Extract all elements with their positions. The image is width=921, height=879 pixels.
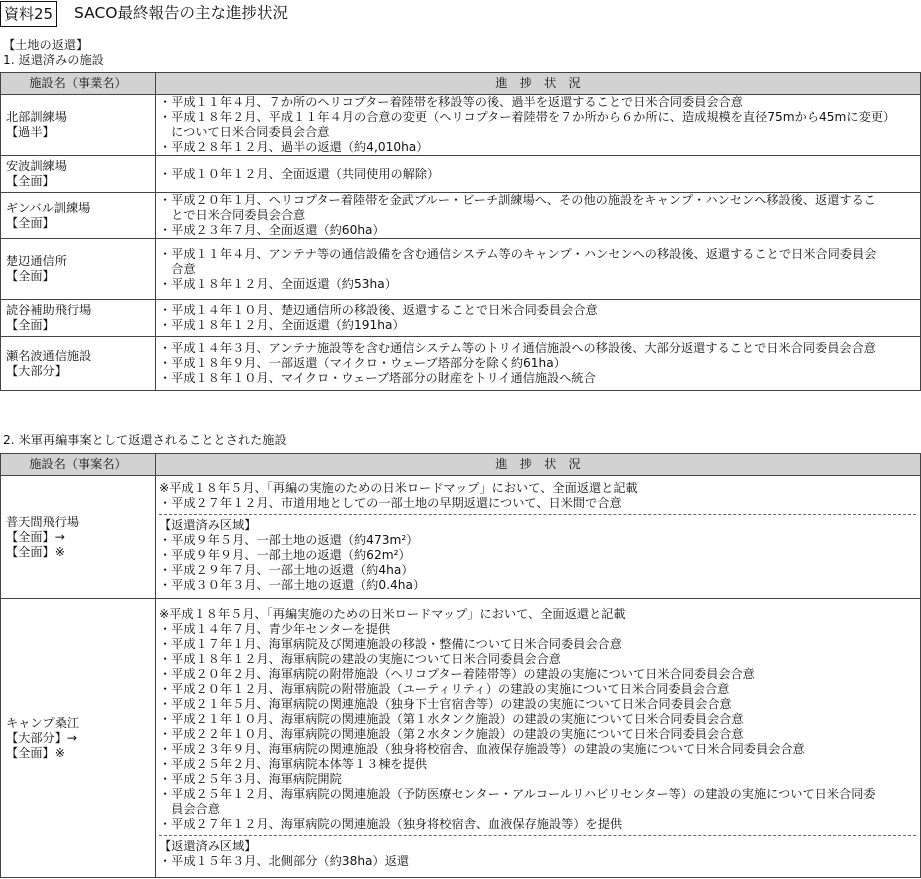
facility-name-cell: [1, 156, 156, 193]
progress-line: ・平成２５年１２月、海軍病院の関連施設（予防医療センター・アルコールリハビリセンター等）の建設の実施について日米合同委: [159, 787, 876, 801]
returned-area-line: ・平成９年９月、一部土地の返還（約62m²）: [159, 548, 411, 562]
progress-line: ・平成２１年５月、海軍病院の関連施設（独身下士官宿舎等）の建設の実施について日米合同委員会合意: [159, 697, 732, 711]
facility-name-cell: [1, 337, 156, 391]
progress-cell: [156, 95, 921, 156]
table-header-row: [1, 454, 921, 476]
progress-line: ・平成１８年１２月、全面返還（約53ha）: [159, 276, 397, 291]
document-badge: 資料25: [0, 1, 57, 27]
progress-line: ・平成２２年１０月、海軍病院の関連施設（第２水タンク施設）の建設の実施について日米合同委員会合意: [159, 727, 744, 741]
progress-line: 合意: [159, 261, 196, 276]
table-row: [1, 239, 921, 300]
column-header-name: 施設名（事業名）: [1, 73, 156, 95]
progress-line: 員会合意: [159, 802, 220, 816]
facility-name-line: 【全面】: [6, 269, 55, 283]
returned-area-line: ・平成９年５月、一部土地の返還（約473m²）: [159, 533, 419, 547]
progress-line: ・平成２７年１２月、市道用地としての一部土地の早期返還について、日米間で合意: [159, 496, 622, 510]
progress-line: ※平成１８年５月、「再編の実施のための日米ロードマップ」において、全面返還と記載: [159, 481, 638, 495]
facility-name-line: 【全面】: [6, 215, 55, 230]
progress-line: ・平成１０年１２月、全面返還（共同使用の解除）: [159, 166, 440, 181]
sub2-heading: 2. 米軍再編事案として返還されることとされた施設: [3, 433, 287, 447]
facility-name-line: ギンバル訓練場: [6, 200, 91, 215]
facility-name-line: キャンプ桑江: [6, 715, 80, 730]
facility-name-line: 【全面】※: [6, 544, 65, 559]
progress-cell: [156, 239, 921, 300]
table-header-row: [1, 73, 921, 95]
progress-line: ・平成１１年４月、７か所のヘリコプター着陸帯を移設等の後、過半を返還することで日米合同委員会合意: [159, 95, 743, 109]
facility-name-line: 【大部分】: [6, 363, 67, 378]
facility-name-cell: [1, 599, 156, 878]
facility-name-cell: [1, 239, 156, 300]
progress-line: ・平成１４年１０月、楚辺通信所の移設後、返還することで日米合同委員会合意: [159, 303, 598, 317]
page-title: SACO最終報告の主な進捗状況: [74, 4, 288, 22]
progress-line: ・平成２５年３月、海軍病院開院: [159, 772, 342, 786]
section-heading: 【土地の返還】: [3, 38, 89, 52]
table-row: [1, 156, 921, 193]
returned-areas-block: [159, 514, 916, 593]
facility-name-line: 【全面】※: [6, 745, 65, 760]
column-header-progress: 進 捗 状 況: [156, 73, 921, 95]
column-header-name: 施設名（事案名）: [1, 454, 156, 476]
facility-name-line: 読谷補助飛行場: [6, 303, 92, 317]
table-body: [1, 95, 921, 391]
progress-cell: [156, 476, 921, 599]
column-header-progress: 進 捗 状 況: [156, 454, 921, 476]
progress-line: ・平成２７年１２月、海軍病院の関連施設（独身将校宿舎、血液保存施設等）を提供: [159, 817, 623, 831]
facility-name-line: 【大部分】→: [6, 730, 78, 745]
table-body: [1, 476, 921, 878]
facility-name-line: 北部訓練場: [6, 110, 67, 124]
progress-line: ・平成２３年７月、全面返還（約60ha）: [159, 223, 385, 237]
progress-line: ・平成１７年１月、海軍病院及び関連施設の移設・整備について日米合同委員会合意: [159, 637, 622, 651]
progress-line: ・平成１８年９月、一部返還（マイクロ・ウェーブ塔部分を除く約61ha）: [159, 356, 566, 370]
returned-areas-heading: 【返還済み区域】: [159, 839, 257, 853]
facility-name-cell: [1, 95, 156, 156]
progress-line: ・平成２０年２月、海軍病院の附帯施設（ヘリコプター着陸帯等）の建設の実施について日米合同委員会合意: [159, 667, 755, 681]
table-row: [1, 95, 921, 156]
returned-facilities-table: [0, 72, 921, 391]
progress-line: ・平成１８年１２月、海軍病院の建設の実施について日米合同委員会合意: [159, 652, 561, 666]
progress-line: ・平成１８年１２月、全面返還（約191ha）: [159, 318, 405, 332]
returned-areas-heading: 【返還済み区域】: [159, 518, 257, 532]
table-row: [1, 476, 921, 599]
facility-name-line: 瀬名波通信施設: [6, 348, 92, 363]
facility-name-cell: [1, 193, 156, 239]
progress-line: ・平成２０年１２月、海軍病院の附帯施設（ユーティリティ）の建設の実施について日米合同委員会合意: [159, 682, 730, 696]
title-row: [0, 0, 921, 30]
table-row: [1, 337, 921, 391]
progress-line: ・平成１１年４月、アンテナ等の通信設備を含む通信システム等のキャンプ・ハンセンへの移設後、返還することで日米合同委員会: [159, 246, 877, 261]
table-row: [1, 300, 921, 337]
facility-name-line: 【全面】: [6, 318, 55, 332]
table-row: [1, 599, 921, 878]
progress-cell: [156, 156, 921, 193]
progress-line: ・平成２０年１月、ヘリコプター着陸帯を金武ブルー・ビーチ訓練場へ、その他の施設をキャンプ・ハンセンへ移設後、返還するこ: [159, 193, 876, 207]
progress-line: ・平成２３年９月、海軍病院の関連施設（独身将校宿舎、血液保存施設等）の建設の実施について日米合同委員会合意: [159, 742, 805, 756]
progress-line: とで日米合同委員会合意: [159, 208, 306, 222]
progress-line: について日米合同委員会合意: [159, 125, 330, 139]
facility-name-cell: [1, 300, 156, 337]
facility-name-cell: [1, 476, 156, 599]
progress-line: ・平成２５年２月、海軍病院本体等１３棟を提供: [159, 757, 428, 771]
progress-cell: [156, 599, 921, 878]
progress-cell: [156, 300, 921, 337]
progress-line: ・平成１８年２月、平成１１年４月の合意の変更（ヘリコプター着陸帯を７か所から６か所に、造成規模を直径75mから45mに変更）: [159, 110, 896, 124]
progress-cell: [156, 337, 921, 391]
facility-name-line: 普天間飛行場: [6, 514, 80, 529]
progress-line: ・平成２８年１２月、過半の返還（約4,010ha）: [159, 140, 429, 154]
facility-name-line: 【全面】→: [6, 529, 65, 544]
returned-area-line: ・平成２９年７月、一部土地の返還（約4ha）: [159, 563, 414, 577]
returned-area-line: ・平成１５年３月、北側部分（約38ha）返還: [159, 854, 410, 868]
facility-name-line: 楚辺通信所: [6, 254, 67, 268]
returned-area-line: ・平成３０年３月、一部土地の返還（約0.4ha）: [159, 578, 426, 592]
progress-line: ・平成１４年３月、アンテナ施設等を含む通信システム等のトリイ通信施設への移設後、大部分返還することで日米合同委員会合意: [159, 341, 876, 355]
progress-cell: [156, 193, 921, 239]
facility-name-line: 安波訓練場: [6, 159, 67, 173]
returned-areas-block: [159, 835, 916, 869]
sub1-heading: 1. 返還済みの施設: [3, 53, 104, 67]
progress-line: ※平成１８年５月、「再編実施のための日米ロードマップ」において、全面返還と記載: [159, 607, 626, 621]
progress-line: ・平成２１年１０月、海軍病院の関連施設（第１水タンク施設）の建設の実施について日米合同委員会合意: [159, 712, 744, 726]
facility-name-line: 【過半】: [6, 125, 55, 139]
realignment-facilities-table: [0, 453, 921, 878]
table-row: [1, 193, 921, 239]
progress-line: ・平成１４年７月、青少年センターを提供: [159, 622, 391, 636]
facility-name-line: 【全面】: [6, 174, 55, 188]
progress-line: ・平成１８年１０月、マイクロ・ウェーブ塔部分の財産をトリイ通信施設へ統合: [159, 371, 596, 385]
